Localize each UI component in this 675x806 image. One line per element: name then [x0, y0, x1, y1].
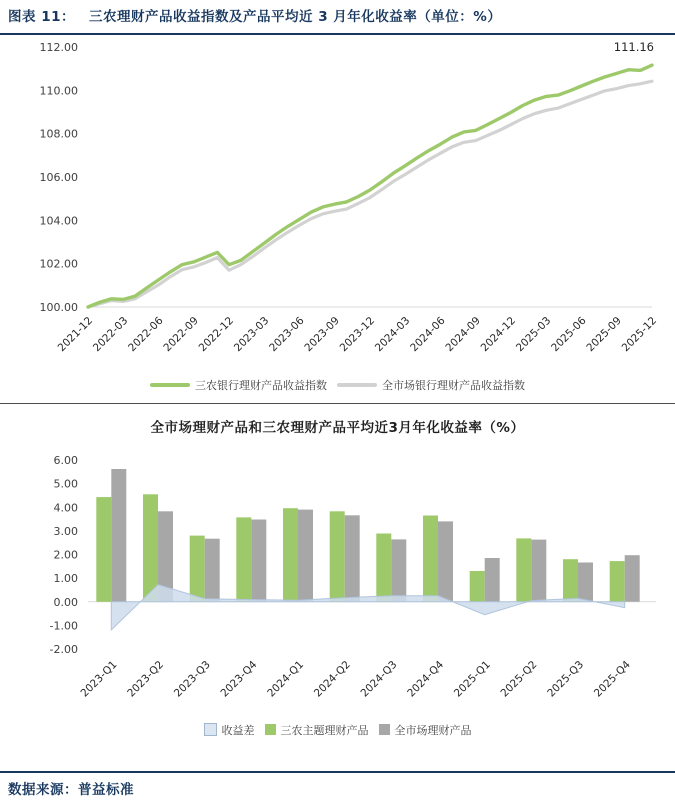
x-axis-tick-label: 2025-12 [619, 314, 660, 355]
y-axis-tick-label: 106.00 [39, 170, 78, 184]
area-series-yield-gap [111, 585, 624, 630]
x-axis-tick-label: 2024-Q1 [265, 658, 307, 700]
bar-2024-Q4-s0 [423, 515, 438, 601]
x-axis-tick-label: 2023-Q2 [125, 658, 167, 700]
x-axis-tick-label: 2025-09 [584, 314, 624, 355]
bar-2025-Q3-s1 [578, 562, 593, 601]
y-axis-tick-label: 102.00 [39, 257, 78, 271]
x-axis-tick-label: 2022-12 [196, 314, 237, 355]
y-axis-tick-label: 104.00 [39, 214, 78, 228]
x-axis-tick-label: 2024-06 [408, 314, 448, 355]
bar-2025-Q4-s1 [625, 555, 640, 602]
bar-2024-Q2-s1 [345, 515, 360, 602]
bar-2023-Q1-s1 [111, 469, 126, 602]
x-axis-tick-label: 2023-Q4 [218, 658, 260, 700]
x-axis-tick-label: 2023-06 [267, 314, 307, 355]
legend-item-market-index [337, 377, 525, 393]
line-chart-legend [0, 377, 675, 393]
bar-chart-title: 全市场理财产品和三农理财产品平均近3月年化收益率（%） [150, 419, 525, 436]
x-axis-tick-label: 2021-12 [55, 314, 96, 355]
gray-square-swatch-icon [379, 724, 390, 735]
y-axis-tick-label: 4.00 [53, 501, 78, 515]
green-square-swatch-icon [265, 724, 276, 735]
bar-2024-Q3-s0 [376, 533, 391, 601]
x-axis-tick-label: 2025-Q3 [545, 658, 587, 700]
y-axis-tick-label: 5.00 [53, 477, 78, 491]
x-axis-tick-label: 2022-06 [126, 314, 166, 355]
legend-label: 全市场银行理财产品收益指数 [382, 378, 525, 392]
legend-item-yield-gap [204, 722, 255, 738]
x-axis-tick-label: 2023-03 [231, 314, 272, 355]
bar-2023-Q4-s0 [236, 517, 251, 601]
bar-2025-Q1-s1 [485, 558, 500, 602]
bar-2024-Q1-s1 [298, 509, 313, 601]
bar-2023-Q1-s0 [96, 497, 111, 602]
legend-item-sannong-index [150, 377, 327, 393]
line-end-value-annotation: 111.16 [613, 40, 654, 55]
gray-line-swatch-icon [337, 383, 377, 387]
x-axis-tick-label: 2025-Q1 [451, 658, 493, 700]
x-axis-tick-label: 2025-06 [549, 314, 589, 355]
x-axis-tick-label: 2025-Q4 [591, 658, 633, 700]
bar-2025-Q2-s1 [531, 539, 546, 601]
green-line-swatch-icon [150, 383, 190, 387]
x-axis-tick-label: 2024-Q2 [311, 658, 353, 700]
x-axis-tick-label: 2022-03 [90, 314, 131, 355]
y-axis-tick-label: 6.00 [53, 453, 78, 467]
bar-2025-Q3-s0 [563, 559, 578, 602]
bar-2025-Q4-s0 [610, 561, 625, 602]
y-axis-tick-label: 100.00 [39, 300, 78, 314]
x-axis-tick-label: 2024-03 [372, 314, 413, 355]
x-axis-tick-label: 2022-09 [161, 314, 201, 355]
bar-chart [0, 438, 675, 720]
x-axis-tick-label: 2023-Q1 [78, 658, 120, 700]
y-axis-tick-label: 2.00 [53, 548, 78, 562]
y-axis-tick-label: 0.00 [53, 595, 78, 609]
figure-header [0, 0, 675, 35]
legend-label: 收益差 [221, 723, 255, 737]
x-axis-tick-label: 2023-12 [337, 314, 378, 355]
x-axis-tick-label: 2024-Q3 [358, 658, 400, 700]
y-axis-tick-label: -2.00 [49, 642, 78, 656]
line-series-1 [88, 81, 652, 307]
legend-item-market-products [379, 722, 472, 738]
section-divider [0, 403, 675, 404]
bar-2024-Q2-s0 [330, 511, 345, 602]
bar-2025-Q2-s0 [516, 538, 531, 601]
legend-item-sannong-products [265, 722, 369, 738]
x-axis-tick-label: 2023-Q3 [171, 658, 213, 700]
legend-label: 三农主题理财产品 [280, 723, 369, 737]
data-source: 数据来源：普益标准 [0, 771, 675, 806]
legend-label: 全市场理财产品 [394, 723, 472, 737]
x-axis-tick-label: 2024-09 [443, 314, 483, 355]
x-axis-tick-label: 2023-09 [302, 314, 342, 355]
bar-2023-Q3-s0 [190, 535, 205, 601]
bar-2024-Q3-s1 [391, 539, 406, 601]
y-axis-tick-label: 3.00 [53, 524, 78, 538]
bar-2024-Q4-s1 [438, 521, 453, 601]
x-axis-tick-label: 2025-03 [513, 314, 554, 355]
bar-2024-Q1-s0 [283, 508, 298, 602]
bar-2023-Q3-s1 [205, 539, 220, 602]
x-axis-tick-label: 2024-12 [478, 314, 519, 355]
bar-2023-Q4-s1 [251, 519, 266, 601]
y-axis-tick-label: 112.00 [39, 40, 78, 54]
bar-2025-Q1-s0 [470, 571, 485, 602]
x-axis-tick-label: 2024-Q4 [405, 658, 447, 700]
legend-label: 三农银行理财产品收益指数 [195, 378, 327, 392]
bar-chart-legend [0, 722, 675, 738]
line-series-0 [88, 65, 652, 307]
y-axis-tick-label: -1.00 [49, 619, 78, 633]
y-axis-tick-label: 110.00 [39, 84, 78, 98]
blue-square-swatch-icon [204, 723, 217, 736]
y-axis-tick-label: 108.00 [39, 127, 78, 141]
y-axis-tick-label: 1.00 [53, 572, 78, 585]
figure-title: 三农理财产品收益指数及产品平均近 3 月年化收益率（单位：%） [89, 9, 502, 25]
bar-2023-Q2-s0 [143, 494, 158, 602]
x-axis-tick-label: 2025-Q2 [498, 658, 540, 700]
figure-number-label: 图表 11： [8, 9, 75, 25]
line-chart [0, 35, 675, 375]
